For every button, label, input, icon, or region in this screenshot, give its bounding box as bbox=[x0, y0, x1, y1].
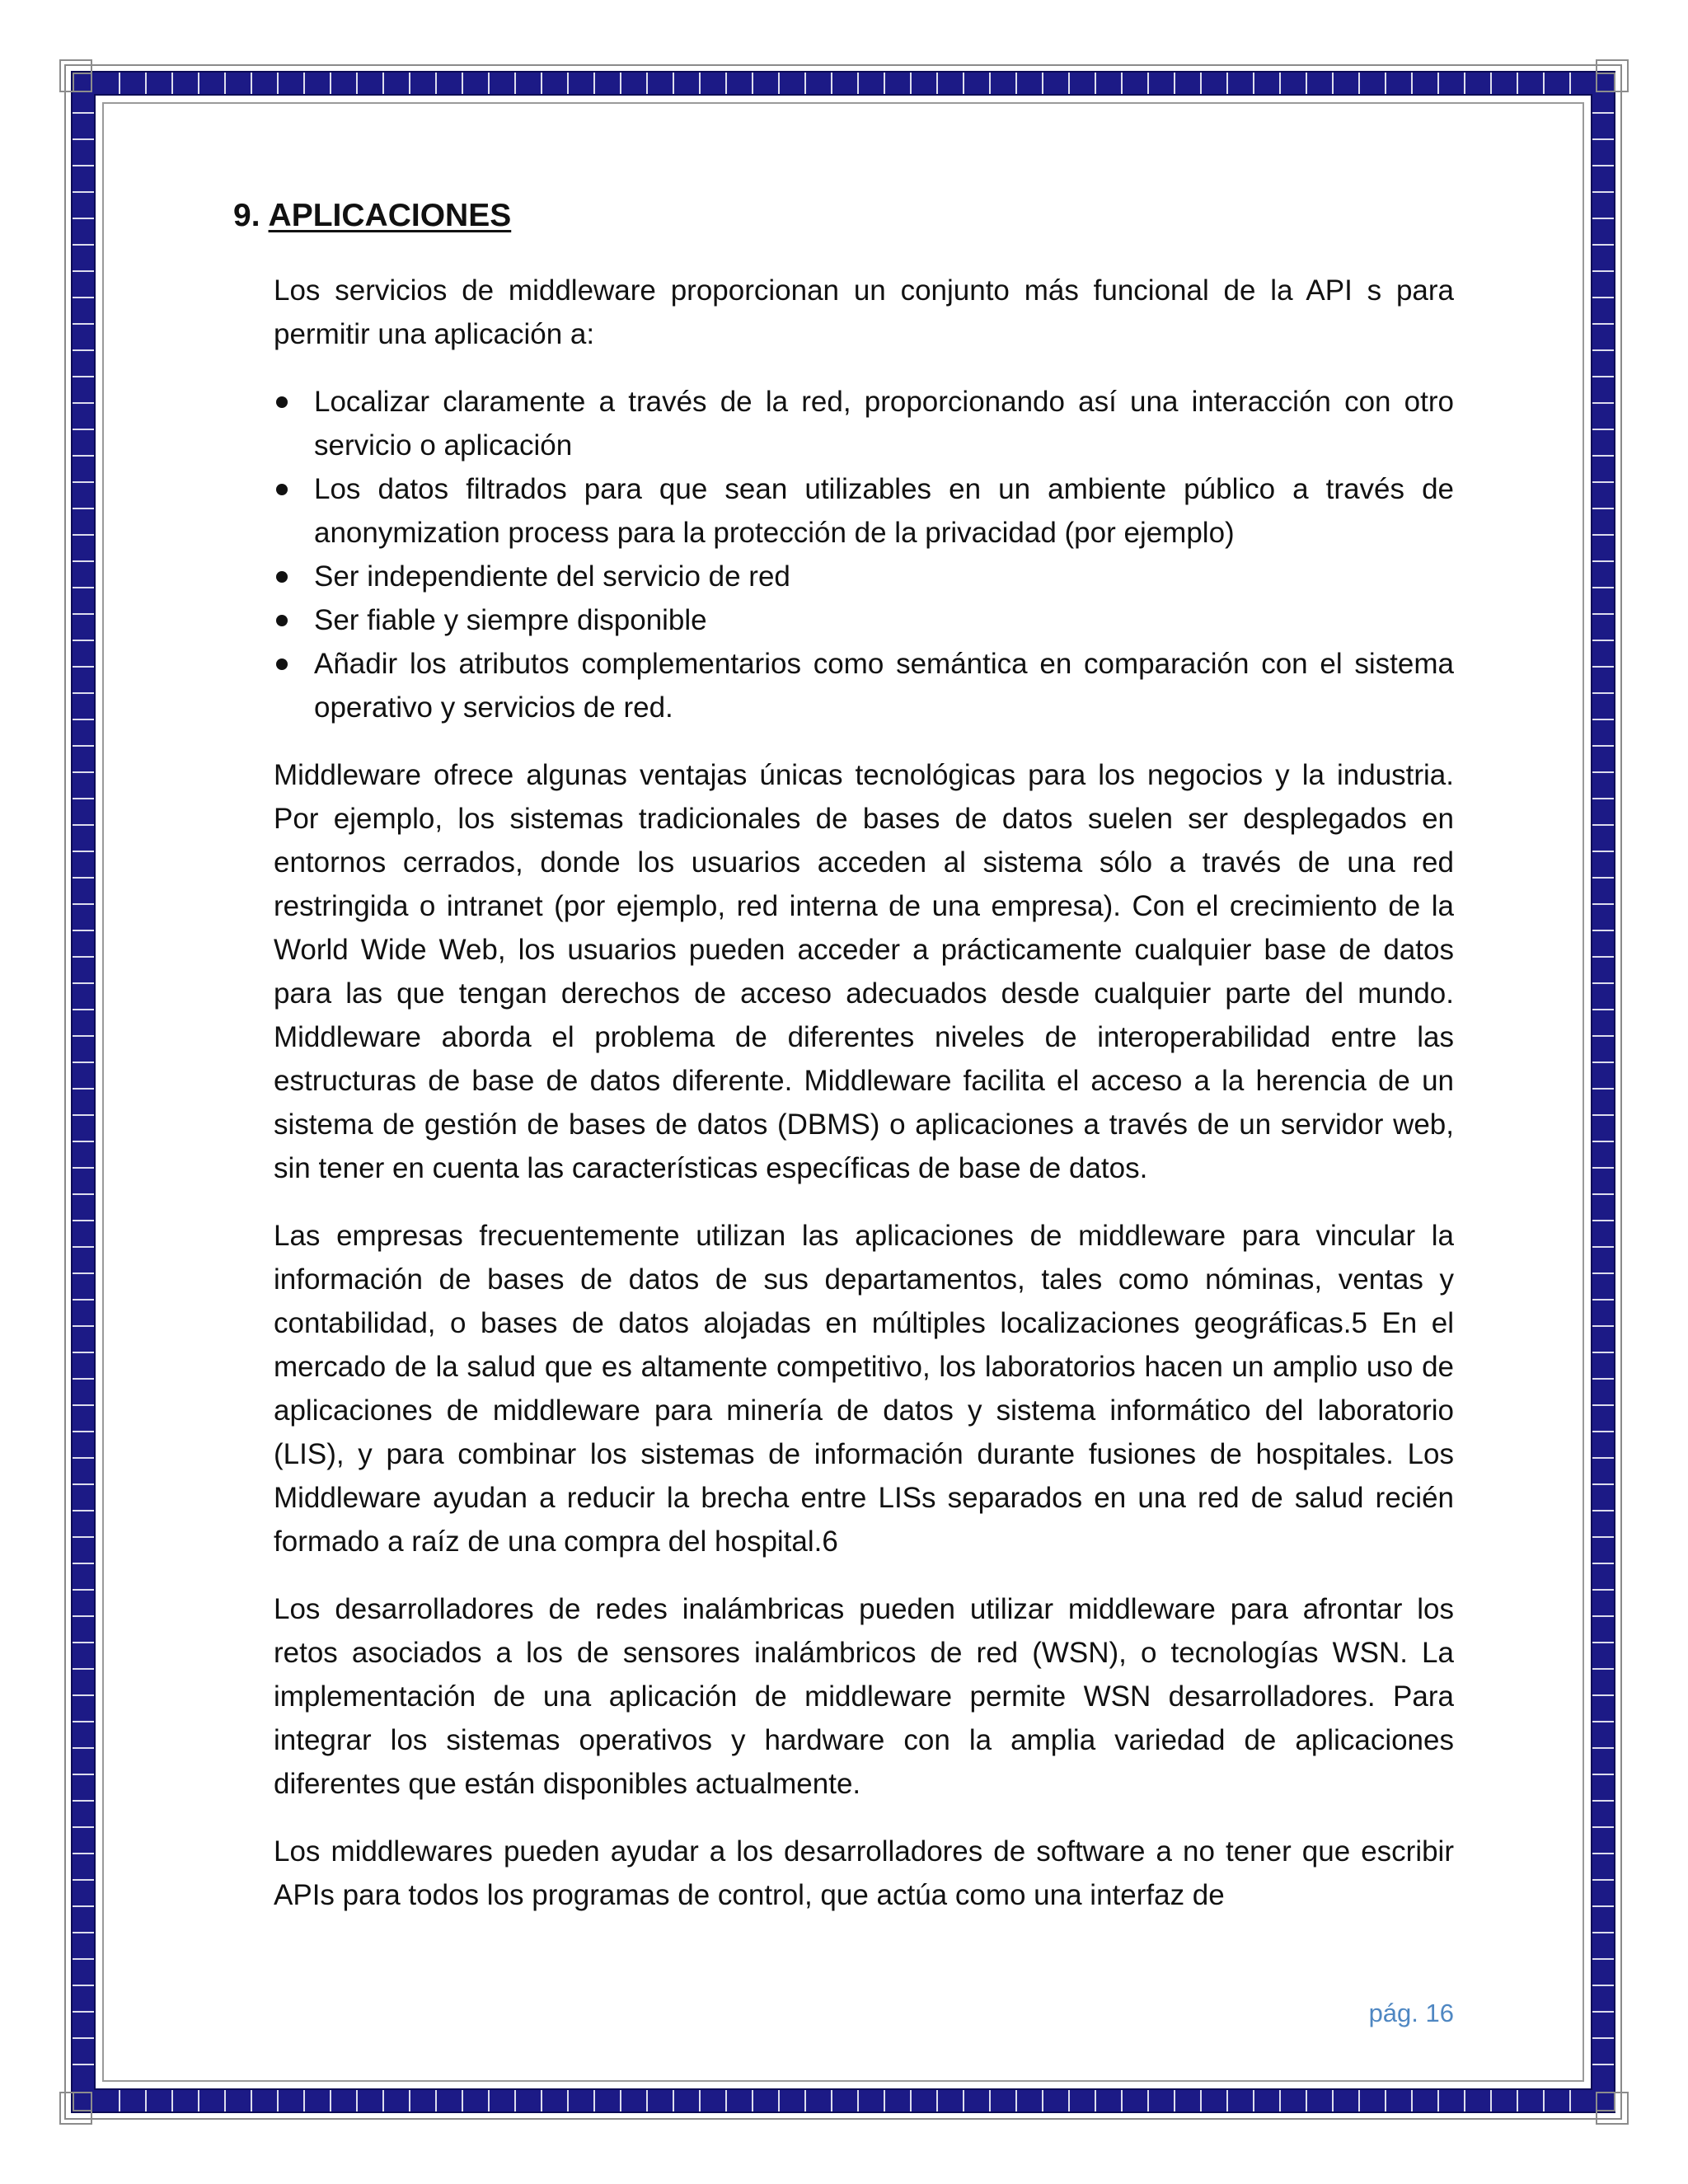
corner-ornament-top-left bbox=[59, 59, 106, 105]
capabilities-list bbox=[274, 380, 1454, 729]
paragraph-enterprise-use: Las empresas frecuentemente utilizan las aplicaciones de middleware para vincular la información de bases de datos de sus departamentos, tales como nóminas, ventas y contabilidad, o bases de datos alojadas en múltiples localizaciones geográficas.5 En el mercado de la salud que es altamente competitivo, los laboratorios hacen un amplio uso de aplicaciones de middleware para minería de datos y sistema informático del laboratorio (LIS), y para combinar los sistemas de información durante fusiones de hospitales. Los Middleware ayudan a reducir la brecha entre LISs separados en una red de salud recién formado a raíz de una compra del hospital.6 bbox=[274, 1220, 1454, 1558]
bullet-icon bbox=[276, 571, 288, 583]
list-item bbox=[274, 555, 1454, 598]
list-item-text: Ser independiente del servicio de red bbox=[314, 560, 790, 593]
corner-ornament-top-right bbox=[1582, 59, 1629, 105]
list-item-text: Localizar claramente a través de la red, proporcionando así una interacción con otro servicio o aplicación bbox=[314, 386, 1454, 462]
section-number: 9. bbox=[233, 198, 260, 233]
document-body bbox=[274, 269, 1454, 1941]
list-item bbox=[274, 598, 1454, 642]
intro-paragraph: Los servicios de middleware proporcionan un conjunto más funcional de la API s para permitir una aplicación a: bbox=[274, 274, 1454, 350]
corner-ornament-bottom-right bbox=[1582, 2079, 1629, 2125]
bullet-icon bbox=[276, 484, 288, 495]
list-item bbox=[274, 642, 1454, 729]
list-item-text: Ser fiable y siempre disponible bbox=[314, 604, 707, 636]
section-heading bbox=[233, 196, 511, 236]
list-item-text: Los datos filtrados para que sean utilizables en un ambiente público a través de anonymization process para la protección de la privacidad (por ejemplo) bbox=[314, 473, 1454, 549]
section-title: APLICACIONES bbox=[268, 198, 512, 233]
list-item bbox=[274, 380, 1454, 467]
corner-ornament-bottom-left bbox=[59, 2079, 106, 2125]
paragraph-software-developers: Los middlewares pueden ayudar a los desarrolladores de software a no tener que escribir APIs para todos los programas de control, que actúa como una interfaz de bbox=[274, 1835, 1454, 1911]
paragraph-wireless-developers: Los desarrolladores de redes inalámbricas pueden utilizar middleware para afrontar los retos asociados a los de sensores inalámbricos de red (WSN), o tecnologías WSN. La implementación de una aplicación de middleware permite WSN desarrolladores. Para integrar los sistemas operativos y hardware con la amplia variedad de aplicaciones diferentes que están disponibles actualmente. bbox=[274, 1593, 1454, 1800]
bullet-icon bbox=[276, 658, 288, 670]
bullet-icon bbox=[276, 615, 288, 626]
list-item bbox=[274, 467, 1454, 555]
bullet-icon bbox=[276, 396, 288, 408]
list-item-text: Añadir los atributos complementarios como semántica en comparación con el sistema operativo y servicios de red. bbox=[314, 648, 1454, 724]
page-number: pág. 16 bbox=[1368, 1999, 1454, 2027]
paragraph-middleware-advantages: Middleware ofrece algunas ventajas únicas tecnológicas para los negocios y la industria. Por ejemplo, los sistemas tradicionales de bases de datos suelen ser desplegados en entornos cerrados, donde los usuarios acceden al sistema sólo a través de una red restringida o intranet (por ejemplo, red interna de una empresa). Con el crecimiento de la World Wide Web, los usuarios pueden acceder a prácticamente cualquier base de datos para las que tengan derechos de acceso adecuados desde cualquier parte del mundo. Middleware aborda el problema de diferentes niveles de interoperabilidad entre las estructuras de base de datos diferente. Middleware facilita el acceso a la herencia de un sistema de gestión de bases de datos (DBMS) o aplicaciones a través de un servidor web, sin tener en cuenta las características específicas de base de datos. bbox=[274, 759, 1454, 1184]
